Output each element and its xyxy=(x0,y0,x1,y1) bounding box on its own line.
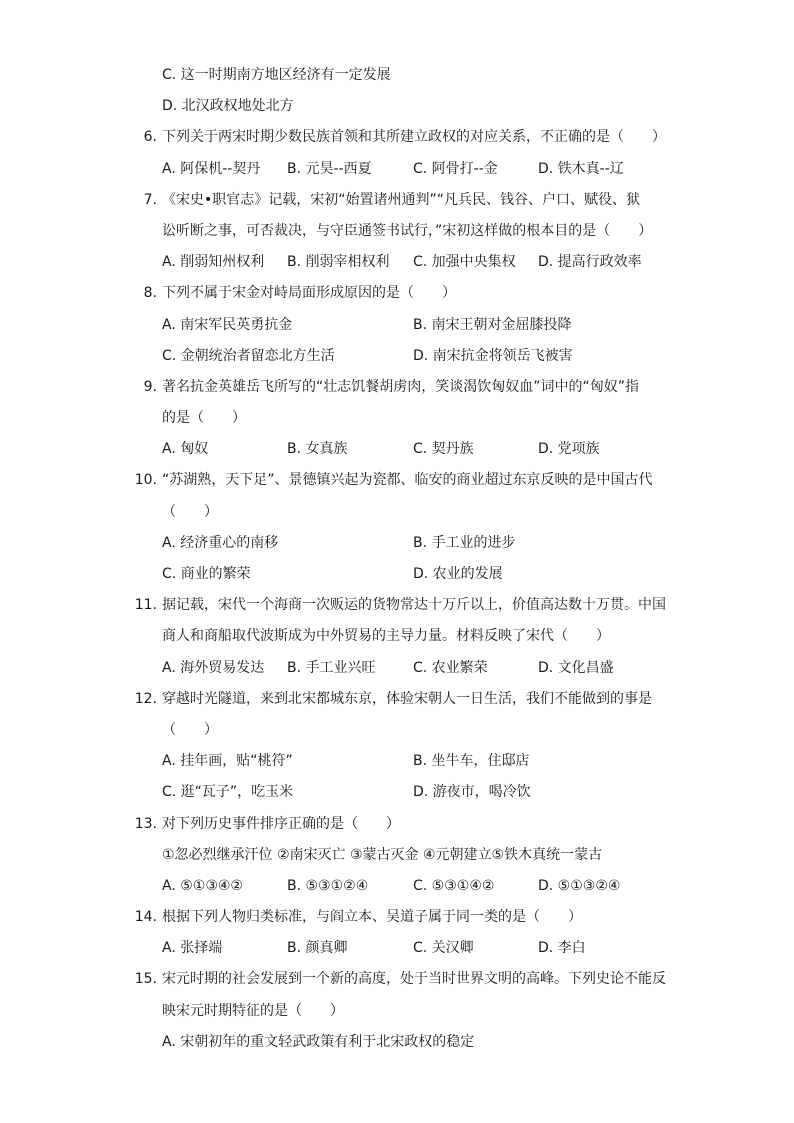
question-text: 下列关于两宋时期少数民族首领和其所建立政权的对应关系，不正确的是（ ） xyxy=(162,129,666,146)
option-d: D. 党项族 xyxy=(538,441,600,458)
option-d: D. 南宋抗金将领岳飞被害 xyxy=(413,347,573,364)
question-8 xyxy=(0,278,794,309)
question-text: 对下列历史事件排序正确的是（ ） xyxy=(162,815,400,832)
option-c: C. 金朝统治者留恋北方生活 xyxy=(162,347,335,364)
option-c: C. 关汉卿 xyxy=(413,940,474,957)
option-b: B. 削弱宰相权利 xyxy=(287,254,390,271)
question-number: 15. xyxy=(134,971,157,988)
question-9 xyxy=(0,372,794,403)
question-number: 12. xyxy=(134,690,157,707)
option-d: D. 北汉政权地处北方 xyxy=(162,98,294,115)
question-12 xyxy=(0,684,794,715)
option-c: C. 阿骨打--金 xyxy=(413,160,498,177)
question-text: （ ） xyxy=(162,721,218,738)
option-a: A. 南宋军民英勇抗金 xyxy=(162,316,293,333)
question-text: 商人和商船取代波斯成为中外贸易的主导力量。材料反映了宋代（ ） xyxy=(162,628,610,645)
options-row xyxy=(0,559,794,590)
question-text-continued xyxy=(0,403,794,434)
option-a: A. 匈奴 xyxy=(162,441,209,458)
question-text: （ ） xyxy=(162,503,218,520)
option-a: A. ⑤①③④② xyxy=(162,877,243,894)
option-a: A. 海外贸易发达 xyxy=(162,659,265,676)
option-a: A. 宋朝初年的重文轻武政策有利于北宋政权的稳定 xyxy=(162,1033,475,1050)
question-text: 讼听断之事，可否裁决，与守臣通签书试行，”宋初这样做的根本目的是（ ） xyxy=(162,222,653,239)
question-number: 11. xyxy=(134,597,157,614)
question-number: 13. xyxy=(134,815,157,832)
question-text: 著名抗金英雄岳飞所写的“壮志饥餐胡虏肉，笑谈渴饮匈奴血”词中的“匈奴”指 xyxy=(162,378,640,395)
option-c: C. 契丹族 xyxy=(413,441,474,458)
question-text-continued xyxy=(0,621,794,652)
option-b: B. 颜真卿 xyxy=(287,940,348,957)
question-text: 根据下列人物归类标准，与阎立本、吴道子属于同一类的是（ ） xyxy=(162,909,582,926)
question-text: ①忽必烈继承汗位 ②南宋灭亡 ③蒙古灭金 ④元朝建立⑤铁木真统一蒙古 xyxy=(162,846,603,863)
option-line xyxy=(0,60,794,91)
option-c: C. 商业的繁荣 xyxy=(162,566,251,582)
option-a: A. 削弱知州权利 xyxy=(162,254,265,271)
option-d: D. 游夜市，喝冷饮 xyxy=(413,784,531,801)
option-c: C. 逛“瓦子”，吃玉米 xyxy=(162,784,294,801)
options-row xyxy=(0,247,794,278)
option-b: B. 女真族 xyxy=(287,441,348,458)
options-row xyxy=(0,871,794,902)
question-text: 据记载，宋代一个海商一次贩运的货物常达十万斤以上，价值高达数十万贯。中国 xyxy=(162,597,666,614)
option-b: B. 元昊--西夏 xyxy=(287,160,372,177)
question-10 xyxy=(0,465,794,496)
question-7 xyxy=(0,185,794,216)
option-a: A. 经济重心的南移 xyxy=(162,534,279,551)
question-number: 7. xyxy=(143,191,157,208)
question-15 xyxy=(0,964,794,995)
question-text: “苏湖熟，天下足”、景德镇兴起为瓷都、临安的商业超过东京反映的是中国古代 xyxy=(162,472,653,489)
options-row xyxy=(0,310,794,341)
option-b: B. 坐牛车，住邸店 xyxy=(413,753,530,770)
option-d: D. 农业的发展 xyxy=(413,566,503,582)
question-text-continued xyxy=(0,715,794,746)
question-number: 8. xyxy=(143,285,157,302)
question-text: 映宋元时期特征的是（ ） xyxy=(162,1002,344,1019)
options-row xyxy=(0,1027,794,1058)
question-number: 6. xyxy=(143,129,157,146)
question-number: 10. xyxy=(134,472,157,489)
option-c: C. 农业繁荣 xyxy=(413,659,488,676)
options-row xyxy=(0,434,794,465)
options-row xyxy=(0,341,794,372)
question-text: 的是（ ） xyxy=(162,410,246,427)
question-text-continued xyxy=(0,497,794,528)
option-d: D. 李白 xyxy=(538,940,586,957)
options-row xyxy=(0,777,794,808)
option-a: A. 挂年画，贴“桃符” xyxy=(162,753,293,770)
question-number: 9. xyxy=(143,378,157,395)
option-c: C. 加强中央集权 xyxy=(413,254,516,271)
option-c: C. ⑤③①④② xyxy=(413,877,495,894)
options-row xyxy=(0,154,794,185)
option-b: B. 手工业的进步 xyxy=(413,534,516,551)
question-text: 穿越时光隧道，来到北宋都城东京，体验宋朝人一日生活，我们不能做到的事是 xyxy=(162,690,652,707)
option-c: C. 这一时期南方地区经济有一定发展 xyxy=(162,67,391,83)
options-row xyxy=(0,528,794,559)
option-d: D. 文化昌盛 xyxy=(538,659,614,676)
option-line xyxy=(0,91,794,122)
question-14 xyxy=(0,902,794,933)
question-13 xyxy=(0,809,794,840)
question-text-continued xyxy=(0,996,794,1027)
question-number: 14. xyxy=(134,909,157,926)
option-d: D. 提高行政效率 xyxy=(538,254,642,271)
option-b: B. 南宋王朝对金屈膝投降 xyxy=(413,316,572,333)
option-d: D. 铁木真--辽 xyxy=(538,160,624,177)
option-a: A. 阿保机--契丹 xyxy=(162,160,261,177)
options-row xyxy=(0,933,794,964)
question-text: 下列不属于宋金对峙局面形成原因的是（ ） xyxy=(162,285,456,302)
option-b: B. ⑤③①②④ xyxy=(287,877,369,894)
question-6 xyxy=(0,122,794,153)
options-row xyxy=(0,746,794,777)
question-text: 宋元时期的社会发展到一个新的高度，处于当时世界文明的高峰。下列史论不能反 xyxy=(162,971,666,988)
question-text-continued xyxy=(0,216,794,247)
question-text-continued xyxy=(0,840,794,871)
question-text: 《宋史•职官志》记载，宋初“始置诸州通判”“凡兵民、钱谷、户口、赋役、狱 xyxy=(162,191,641,208)
option-a: A. 张择端 xyxy=(162,940,223,957)
option-b: B. 手工业兴旺 xyxy=(287,659,376,676)
option-d: D. ⑤①③②④ xyxy=(538,877,621,894)
options-row xyxy=(0,653,794,684)
question-11 xyxy=(0,590,794,621)
